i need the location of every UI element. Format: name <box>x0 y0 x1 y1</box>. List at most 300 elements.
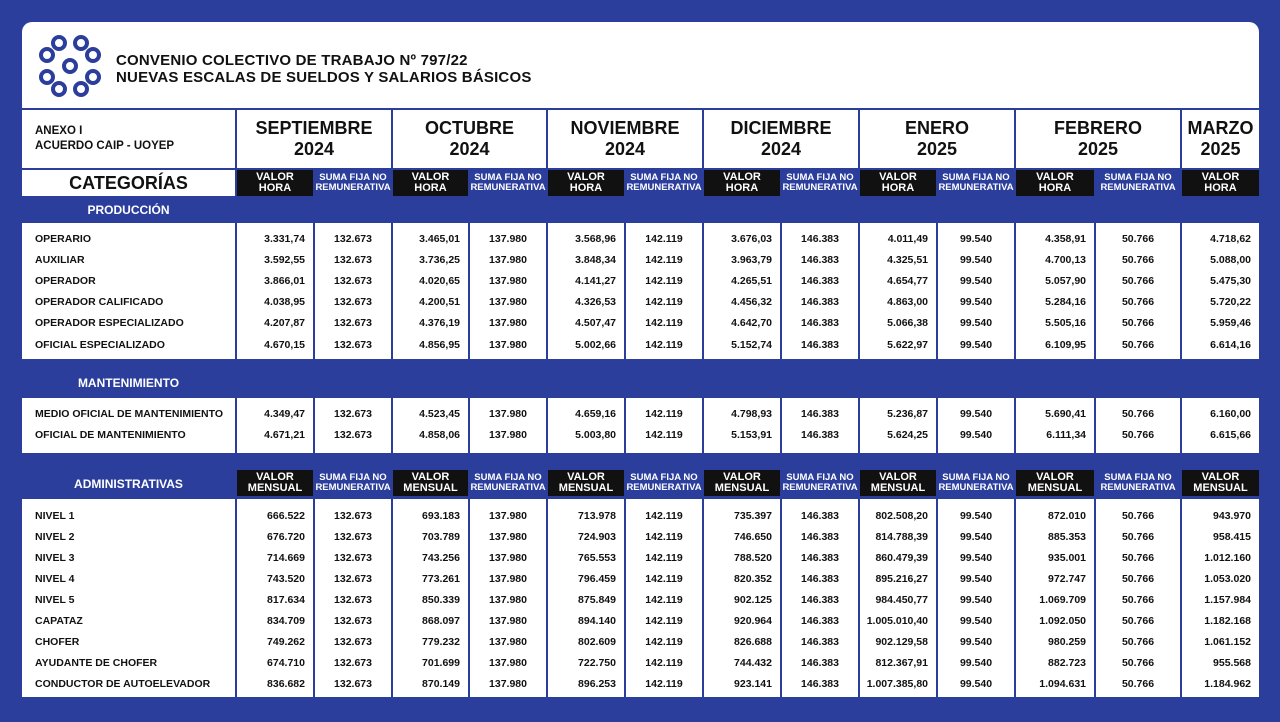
table-cell <box>1016 403 1094 424</box>
table-cell <box>470 526 546 547</box>
table-cell <box>315 547 391 568</box>
table-cell <box>626 547 702 568</box>
table-cell <box>393 568 468 589</box>
cell-value: 870.149 <box>422 677 460 690</box>
cell-value: 4.654,77 <box>887 274 928 287</box>
table-cell <box>393 334 468 355</box>
valor-header <box>1016 470 1094 496</box>
table-cell <box>393 228 468 249</box>
cell-value: 146.383 <box>801 232 839 245</box>
table-cell <box>1182 652 1259 673</box>
cell-value: 99.540 <box>959 296 993 309</box>
table-cell <box>393 270 468 291</box>
table-cell <box>1182 292 1259 313</box>
table-cell <box>548 526 624 547</box>
cell-value: 50.766 <box>1121 232 1155 245</box>
table-cell <box>315 292 391 313</box>
cell-value: 1.157.984 <box>1204 593 1251 606</box>
row-label <box>22 631 235 652</box>
table-cell <box>626 292 702 313</box>
table-cell <box>237 673 313 694</box>
table-cell <box>548 568 624 589</box>
table-cell <box>704 270 780 291</box>
category-name: OFICIAL DE MANTENIMIENTO <box>35 428 186 441</box>
table-cell <box>315 568 391 589</box>
valor-line-2: HORA <box>1204 182 1237 194</box>
table-cell <box>860 652 936 673</box>
table-cell <box>1182 228 1259 249</box>
table-cell <box>315 610 391 631</box>
categorias-label: CATEGORÍAS <box>69 172 188 193</box>
cell-value: 146.383 <box>801 614 839 627</box>
cell-value: 132.673 <box>334 572 372 585</box>
suma-fija-header <box>470 470 546 496</box>
cell-value: 5.088,00 <box>1210 253 1251 266</box>
valor-line-1: VALOR <box>256 171 294 183</box>
table-cell <box>1096 424 1180 445</box>
table-cell <box>548 589 624 610</box>
cell-value: 724.903 <box>578 530 616 543</box>
row-label <box>22 228 235 249</box>
cell-value: 137.980 <box>489 677 527 690</box>
table-cell <box>704 424 780 445</box>
suma-fija-header <box>1096 170 1180 196</box>
suma-line-2: REMUNERATIVA <box>1100 482 1176 493</box>
table-cell <box>782 673 858 694</box>
month-name: SEPTIEMBRE <box>255 118 373 138</box>
table-cell <box>1096 313 1180 334</box>
table-cell <box>704 673 780 694</box>
category-name: OFICIAL ESPECIALIZADO <box>35 338 165 351</box>
table-cell <box>1182 526 1259 547</box>
suma-line-1: SUMA FIJA NO <box>474 472 542 483</box>
category-name: NIVEL 4 <box>35 572 75 585</box>
table-cell <box>860 334 936 355</box>
section-mantenimiento <box>22 372 235 394</box>
cell-value: 4.207,87 <box>264 317 305 330</box>
table-cell <box>315 424 391 445</box>
table-cell <box>1182 505 1259 526</box>
cell-value: 814.788,39 <box>875 530 928 543</box>
table-cell <box>860 403 936 424</box>
table-cell <box>393 589 468 610</box>
anexo-line-2: ACUERDO CAIP - UOYEP <box>35 140 175 152</box>
cell-value: 4.856,95 <box>419 338 460 351</box>
cell-value: 99.540 <box>959 551 993 564</box>
suma-line-1: SUMA FIJA NO <box>786 472 854 483</box>
table-cell <box>626 631 702 652</box>
table-cell <box>1096 334 1180 355</box>
cell-value: 5.720,22 <box>1210 296 1251 309</box>
table-cell <box>548 292 624 313</box>
cell-value: 142.119 <box>645 253 683 266</box>
cell-value: 4.020,65 <box>419 274 460 287</box>
month-year: 2025 <box>1077 139 1119 159</box>
valor-line-2: HORA <box>258 182 292 194</box>
suma-line-1: SUMA FIJA NO <box>786 172 854 183</box>
table-cell <box>315 313 391 334</box>
cell-value: 902.125 <box>734 593 772 606</box>
cell-value: 4.141,27 <box>575 274 616 287</box>
valor-header <box>393 170 468 196</box>
table-cell <box>470 270 546 291</box>
anexo-label <box>22 110 235 168</box>
table-cell <box>938 610 1014 631</box>
table-cell <box>1016 292 1094 313</box>
suma-fija-header <box>938 170 1014 196</box>
month-year: 2024 <box>604 139 646 159</box>
table-cell <box>782 547 858 568</box>
valor-line-2: HORA <box>414 182 447 194</box>
row-label <box>22 568 235 589</box>
suma-line-2: REMUNERATIVA <box>470 482 546 493</box>
cell-value: 4.642,70 <box>731 317 772 330</box>
suma-fija-header <box>1096 470 1180 496</box>
valor-header <box>704 470 780 496</box>
table-cell <box>938 424 1014 445</box>
table-cell <box>315 403 391 424</box>
category-name: AYUDANTE DE CHOFER <box>35 656 158 669</box>
cell-value: 1.182.168 <box>1204 614 1251 627</box>
table-cell <box>1016 631 1094 652</box>
table-cell <box>1096 270 1180 291</box>
cell-value: 137.980 <box>489 656 527 669</box>
cell-value: 137.980 <box>489 614 527 627</box>
table-cell <box>1016 652 1094 673</box>
suma-fija-header <box>938 470 1014 496</box>
title-line-2: NUEVAS ESCALAS DE SUELDOS Y SALARIOS BÁSICOS <box>116 69 532 86</box>
table-cell <box>1096 631 1180 652</box>
table-cell <box>860 610 936 631</box>
suma-line-2: REMUNERATIVA <box>315 482 391 493</box>
cell-value: 5.959,46 <box>1210 317 1251 330</box>
table-cell <box>1182 610 1259 631</box>
valor-line-1: VALOR <box>567 471 605 483</box>
table-cell <box>1096 292 1180 313</box>
cell-value: 132.673 <box>334 428 372 441</box>
cell-value: 50.766 <box>1121 614 1155 627</box>
section-produccion <box>22 199 235 221</box>
table-cell <box>938 568 1014 589</box>
table-cell <box>1182 547 1259 568</box>
cell-value: 972.747 <box>1048 572 1086 585</box>
cell-value: 743.520 <box>267 572 305 585</box>
table-cell <box>237 292 313 313</box>
category-name: OPERADOR ESPECIALIZADO <box>35 317 184 330</box>
table-cell <box>938 631 1014 652</box>
month-header <box>393 110 546 168</box>
cell-value: 132.673 <box>334 274 372 287</box>
cell-value: 3.592,55 <box>264 253 305 266</box>
table-cell <box>938 270 1014 291</box>
cell-value: 142.119 <box>645 338 683 351</box>
table-cell <box>548 334 624 355</box>
cell-value: 802.508,20 <box>875 509 928 522</box>
title-line-1: CONVENIO COLECTIVO DE TRABAJO Nº 797/22 <box>116 52 468 69</box>
table-cell <box>237 610 313 631</box>
table-cell <box>860 292 936 313</box>
month-header <box>237 110 391 168</box>
table-cell <box>782 424 858 445</box>
month-name: DICIEMBRE <box>730 118 832 138</box>
cell-value: 146.383 <box>801 253 839 266</box>
logo-icon <box>38 34 102 98</box>
cell-value: 4.858,06 <box>419 428 460 441</box>
table-cell <box>1016 526 1094 547</box>
table-cell <box>1016 270 1094 291</box>
cell-value: 923.141 <box>734 677 772 690</box>
cell-value: 3.848,34 <box>575 253 616 266</box>
cell-value: 99.540 <box>959 572 993 585</box>
cell-value: 4.863,00 <box>887 296 928 309</box>
table-cell <box>704 403 780 424</box>
cell-value: 146.383 <box>801 551 839 564</box>
suma-fija-header <box>470 170 546 196</box>
cell-value: 50.766 <box>1121 635 1155 648</box>
category-name: OPERADOR CALIFICADO <box>35 296 164 309</box>
valor-header <box>237 170 313 196</box>
cell-value: 749.262 <box>267 635 305 648</box>
cell-value: 146.383 <box>801 317 839 330</box>
suma-fija-header <box>626 170 702 196</box>
table-cell <box>470 673 546 694</box>
table-cell <box>548 313 624 334</box>
table-cell <box>782 631 858 652</box>
table-cell <box>1096 526 1180 547</box>
cell-value: 3.465,01 <box>419 232 460 245</box>
cell-value: 984.450,77 <box>875 593 928 606</box>
cell-value: 746.650 <box>734 530 772 543</box>
table-cell <box>704 610 780 631</box>
suma-line-1: SUMA FIJA NO <box>474 172 542 183</box>
suma-line-2: REMUNERATIVA <box>470 182 546 193</box>
valor-line-1: VALOR <box>723 171 761 183</box>
valor-header <box>393 470 468 496</box>
table-cell <box>626 526 702 547</box>
cell-value: 4.670,15 <box>264 338 305 351</box>
table-cell <box>470 424 546 445</box>
cell-value: 703.789 <box>422 530 460 543</box>
suma-fija-header <box>782 170 858 196</box>
anexo-line-1: ANEXO I <box>35 125 83 137</box>
cell-value: 817.634 <box>267 593 305 606</box>
cell-value: 812.367,91 <box>875 656 928 669</box>
table-cell <box>626 652 702 673</box>
cell-value: 834.709 <box>267 614 305 627</box>
cell-value: 50.766 <box>1121 656 1155 669</box>
table-cell <box>393 424 468 445</box>
valor-line-1: VALOR <box>1201 471 1240 483</box>
cell-value: 6.109,95 <box>1045 338 1086 351</box>
table-cell <box>237 505 313 526</box>
table-cell <box>782 313 858 334</box>
cell-value: 4.718,62 <box>1210 232 1251 245</box>
cell-value: 50.766 <box>1121 296 1155 309</box>
valor-line-2: HORA <box>881 182 915 194</box>
row-label <box>22 334 235 355</box>
suma-fija-header <box>782 470 858 496</box>
row-label <box>22 270 235 291</box>
table-cell <box>548 228 624 249</box>
table-cell <box>782 228 858 249</box>
month-year: 2025 <box>1200 139 1241 159</box>
table-cell <box>470 652 546 673</box>
table-cell <box>1016 228 1094 249</box>
cell-value: 666.522 <box>267 509 305 522</box>
table-cell <box>938 589 1014 610</box>
cell-value: 765.553 <box>578 551 616 564</box>
table-cell <box>626 270 702 291</box>
cell-value: 99.540 <box>959 407 993 420</box>
table-cell <box>1016 334 1094 355</box>
cell-value: 4.507,47 <box>575 317 616 330</box>
table-cell <box>393 610 468 631</box>
valor-header <box>704 170 780 196</box>
cell-value: 676.720 <box>267 530 305 543</box>
table-cell <box>938 334 1014 355</box>
table-cell <box>704 547 780 568</box>
cell-value: 958.415 <box>1213 530 1251 543</box>
table-cell <box>393 292 468 313</box>
cell-value: 885.353 <box>1048 530 1086 543</box>
cell-value: 802.609 <box>578 635 616 648</box>
table-cell <box>626 424 702 445</box>
suma-line-1: SUMA FIJA NO <box>630 172 698 183</box>
cell-value: 955.568 <box>1213 656 1251 669</box>
row-label <box>22 673 235 694</box>
section-administrativas <box>22 473 235 495</box>
cell-value: 50.766 <box>1121 509 1155 522</box>
suma-line-2: REMUNERATIVA <box>1100 182 1176 193</box>
table-cell <box>782 249 858 270</box>
table-cell <box>237 547 313 568</box>
suma-line-1: SUMA FIJA NO <box>319 172 387 183</box>
suma-fija-header <box>626 470 702 496</box>
table-cell <box>938 673 1014 694</box>
cell-value: 4.265,51 <box>731 274 772 287</box>
cell-value: 744.432 <box>734 656 772 669</box>
cell-value: 1.012.160 <box>1204 551 1251 564</box>
table-cell <box>1016 249 1094 270</box>
table-cell <box>860 505 936 526</box>
month-header <box>1016 110 1180 168</box>
cell-value: 132.673 <box>334 407 372 420</box>
table-cell <box>393 673 468 694</box>
category-name: OPERADOR <box>35 274 96 287</box>
table-cell <box>470 505 546 526</box>
table-cell <box>938 526 1014 547</box>
table-cell <box>938 313 1014 334</box>
valor-header <box>237 470 313 496</box>
month-year: 2024 <box>293 139 335 159</box>
table-cell <box>782 568 858 589</box>
table-cell <box>1096 673 1180 694</box>
cell-value: 146.383 <box>801 656 839 669</box>
valor-line-1: VALOR <box>567 171 605 183</box>
suma-line-2: REMUNERATIVA <box>782 482 858 493</box>
cell-value: 4.325,51 <box>887 253 928 266</box>
row-label <box>22 505 235 526</box>
cell-value: 850.339 <box>422 593 460 606</box>
table-cell <box>237 313 313 334</box>
table-cell <box>470 610 546 631</box>
table-cell <box>626 228 702 249</box>
table-cell <box>1182 424 1259 445</box>
table-cell <box>237 228 313 249</box>
cell-value: 137.980 <box>489 551 527 564</box>
table-cell <box>1096 568 1180 589</box>
cell-value: 99.540 <box>959 232 993 245</box>
cell-value: 4.700,13 <box>1045 253 1086 266</box>
cell-value: 6.160,00 <box>1210 407 1251 420</box>
table-cell <box>626 673 702 694</box>
cell-value: 5.002,66 <box>575 338 616 351</box>
table-cell <box>782 292 858 313</box>
table-cell <box>704 334 780 355</box>
cell-value: 99.540 <box>959 593 993 606</box>
row-label <box>22 610 235 631</box>
table-cell <box>1182 249 1259 270</box>
table-cell <box>315 249 391 270</box>
table-cell <box>626 403 702 424</box>
month-year: 2024 <box>449 139 490 159</box>
table-cell <box>1182 568 1259 589</box>
valor-line-2: HORA <box>725 182 759 194</box>
row-label <box>22 249 235 270</box>
cell-value: 137.980 <box>489 509 527 522</box>
cell-value: 868.097 <box>422 614 460 627</box>
cell-value: 5.003,80 <box>575 428 616 441</box>
cell-value: 142.119 <box>645 551 683 564</box>
table-cell <box>704 292 780 313</box>
section-administrativas-text: ADMINISTRATIVAS <box>74 477 183 491</box>
cell-value: 935.001 <box>1048 551 1086 564</box>
table-cell <box>237 424 313 445</box>
cell-value: 142.119 <box>645 530 683 543</box>
table-cell <box>860 270 936 291</box>
cell-value: 5.622,97 <box>887 338 928 351</box>
category-name: AUXILIAR <box>35 253 85 266</box>
cell-value: 6.111,34 <box>1046 428 1086 441</box>
cell-value: 1.053.020 <box>1204 572 1251 585</box>
table-cell <box>548 403 624 424</box>
table-cell <box>393 313 468 334</box>
valor-line-1: VALOR <box>1036 171 1074 183</box>
cell-value: 4.358,91 <box>1045 232 1086 245</box>
table-cell <box>938 652 1014 673</box>
table-cell <box>938 547 1014 568</box>
cell-value: 1.184.962 <box>1204 677 1251 690</box>
suma-line-1: SUMA FIJA NO <box>1104 472 1172 483</box>
table-cell <box>470 589 546 610</box>
table-cell <box>470 568 546 589</box>
category-name: MEDIO OFICIAL DE MANTENIMIENTO <box>35 407 224 420</box>
cell-value: 137.980 <box>489 572 527 585</box>
row-label <box>22 313 235 334</box>
category-name: NIVEL 2 <box>35 530 75 543</box>
cell-value: 146.383 <box>801 407 839 420</box>
category-name: NIVEL 3 <box>35 551 75 564</box>
cell-value: 142.119 <box>645 232 683 245</box>
table-cell <box>704 568 780 589</box>
valor-line-2: MENSUAL <box>558 482 614 494</box>
table-cell <box>938 292 1014 313</box>
cell-value: 142.119 <box>645 572 683 585</box>
cell-value: 1.094.631 <box>1039 677 1086 690</box>
table-cell <box>548 424 624 445</box>
cell-value: 1.069.709 <box>1039 593 1086 606</box>
table-cell <box>782 526 858 547</box>
